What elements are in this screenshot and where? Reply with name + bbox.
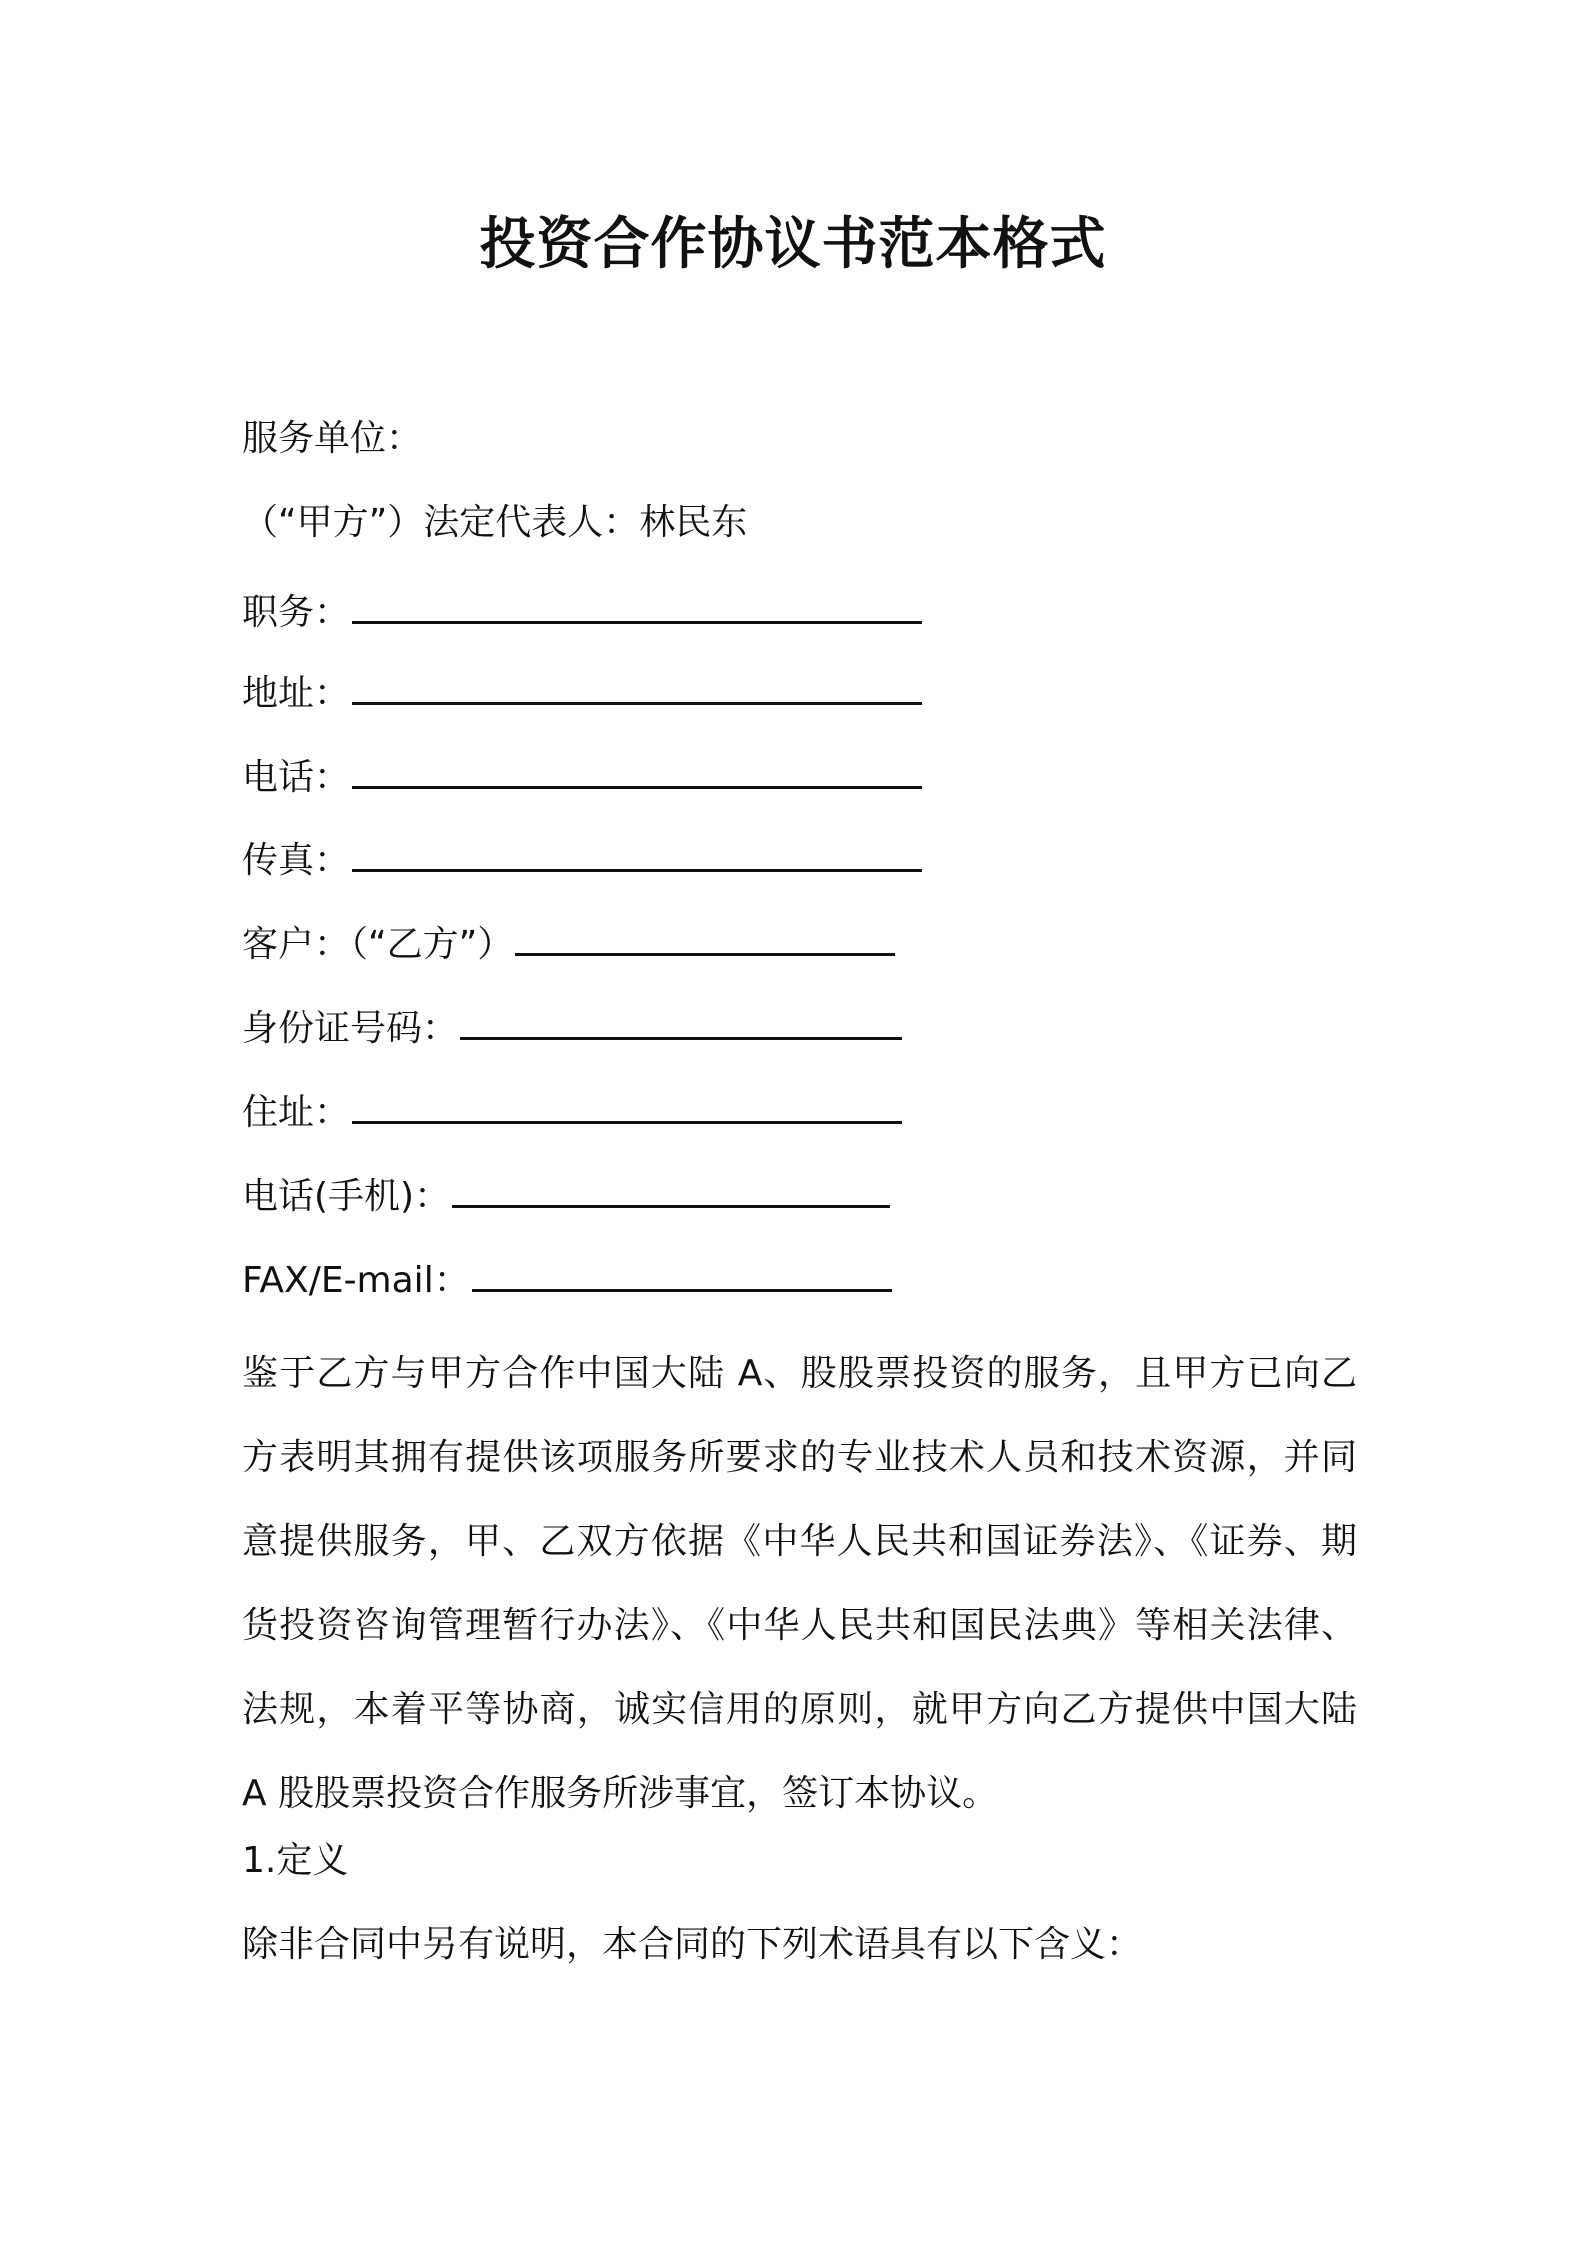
id-number-blank-line (460, 1001, 902, 1040)
phone-label: 电话： (242, 757, 351, 798)
fax-email-blank-line (472, 1253, 892, 1292)
phone-field (242, 750, 922, 804)
id-number-label: 身份证号码： (242, 1008, 459, 1049)
fax-email-field (242, 1253, 892, 1307)
mobile-label: 电话(手机)： (242, 1176, 451, 1217)
preamble-paragraph: 鉴于乙方与甲方合作中国大陆 A、股股票投资的服务，且甲方已向乙方表明其拥有提供该项服务所要求的专业技术人员和技术资源，并同意提供服务，甲、乙双方依据《中华人民共和国证券法》、《证券、期货投资咨询管理暂行办法》、《中华人民共和国民法典》等相关法律、法规，本着平等协商，诚实信用的原则，就甲方向乙方提供中国大陆 A 股股票投资合作服务所涉事宜，签订本协议。 (242, 1353, 1357, 1814)
service-unit-label: 服务单位： (242, 418, 423, 459)
fax-field (242, 833, 922, 887)
residence-field (242, 1085, 902, 1139)
fax-label: 传真： (242, 840, 351, 881)
address-blank-line (352, 666, 922, 705)
client-field (242, 917, 895, 971)
phone-blank-line (352, 750, 922, 789)
address-field (242, 666, 922, 720)
section-1-intro: 除非合同中另有说明，本合同的下列术语具有以下含义： (242, 1924, 1143, 1965)
residence-label: 住址： (242, 1092, 351, 1133)
fax-email-label: FAX/E-mail： (242, 1260, 470, 1301)
section-1-heading: 1.定义 (242, 1840, 349, 1881)
address-label: 地址： (242, 673, 351, 714)
fax-blank-line (352, 833, 922, 872)
mobile-blank-line (452, 1169, 890, 1208)
id-number-field (242, 1001, 902, 1055)
mobile-field (242, 1169, 890, 1223)
position-label: 职务： (242, 592, 351, 633)
client-label: 客户：（“乙方”） (242, 924, 514, 965)
legal-representative-line: （“甲方”）法定代表人：林民东 (242, 502, 748, 543)
position-field (242, 585, 922, 639)
residence-blank-line (352, 1085, 902, 1124)
document-title: 投资合作协议书范本格式 (479, 212, 1107, 277)
position-blank-line (352, 585, 922, 624)
client-blank-line (515, 917, 895, 956)
